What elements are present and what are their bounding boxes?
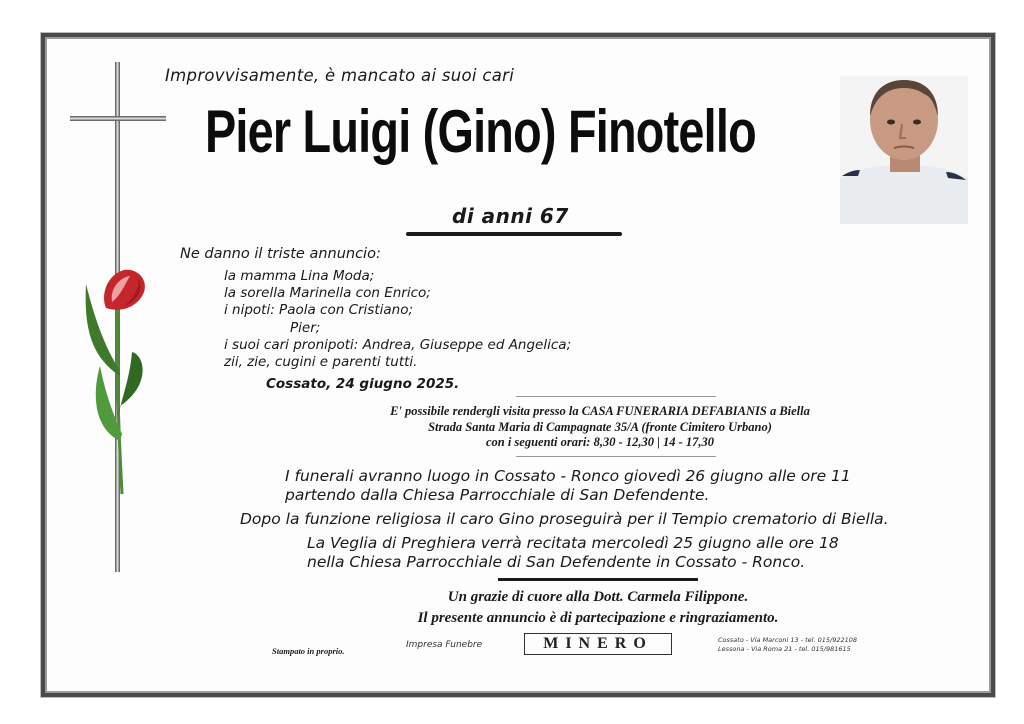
intro-text: Improvvisamente, è mancato ai suoi cari <box>165 66 515 85</box>
contacts <box>718 636 857 654</box>
contact-line: Cossato - Via Marconi 13 - tel. 015/922108 <box>718 636 858 644</box>
family-line: la mamma Lina Moda; <box>224 268 375 284</box>
visit-info <box>300 404 900 451</box>
deceased-name: Pier Luigi (Gino) Finotello <box>205 98 756 165</box>
family-list <box>224 268 571 371</box>
visit-line: Strada Santa Maria di Campagnate 35/A (fronte Cimitero Urbano) <box>428 419 772 434</box>
portrait-photo <box>840 76 968 224</box>
impresa-text: Impresa Funebre <box>406 640 483 650</box>
family-line: la sorella Marinella con Enrico; <box>224 285 431 302</box>
visit-line: con i seguenti orari: 8,30 - 12,30 | 14 - 17,30 <box>485 435 715 449</box>
family-line: i nipoti: Paola con Cristiano; <box>224 302 414 319</box>
thanks-text <box>318 587 878 629</box>
funeral-line: partendo dalla Chiesa Parrocchiale di San Defendente. <box>285 486 710 504</box>
funeral-line: La Veglia di Preghiera verrà recitata mercoledì 25 giugno alle ore 18 <box>307 534 839 552</box>
separator <box>516 396 716 397</box>
funeral-home-logo: MINERO <box>524 633 672 655</box>
thanks-line: Il presente annuncio è di partecipazione e ringraziamento. <box>417 610 779 626</box>
announce-text: Ne danno il triste annuncio: <box>180 246 381 262</box>
stamp-text: Stampato in proprio. <box>272 646 345 656</box>
family-line: i suoi cari pronipoti: Andrea, Giuseppe ed Angelica; <box>224 336 572 353</box>
tulip-icon <box>80 266 150 498</box>
age-text: di anni 67 <box>452 204 569 228</box>
separator <box>516 456 716 457</box>
divider-line <box>406 232 622 236</box>
funeral-line: nella Chiesa Parrocchiale di San Defendente in Cossato - Ronco. <box>307 553 806 571</box>
family-line: Pier; <box>290 319 321 336</box>
funeral-line: Dopo la funzione religiosa il caro Gino proseguirà per il Tempio crematorio di Biella. <box>240 510 889 528</box>
funeral-line: I funerali avranno luogo in Cossato - Ronco giovedì 26 giugno alle ore 11 <box>285 467 851 485</box>
visit-line: E' possibile rendergli visita presso la CASA FUNERARIA DEFABIANIS a Biella <box>390 404 810 418</box>
place-date: Cossato, 24 giugno 2025. <box>266 376 460 392</box>
family-line: zii, zie, cugini e parenti tutti. <box>224 354 418 371</box>
divider-line <box>498 578 698 581</box>
contact-line: Lessona - Via Roma 21 - tel. 015/981615 <box>718 645 851 653</box>
thanks-line: Un grazie di cuore alla Dott. Carmela Filippone. <box>447 589 749 605</box>
